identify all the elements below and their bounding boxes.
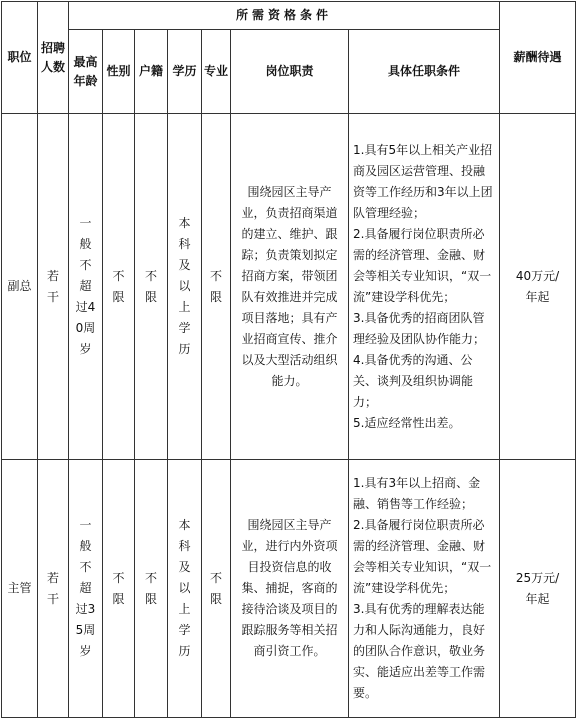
header-headcount: 招聘人数 bbox=[38, 2, 69, 114]
cell-max-age: 一般不超过35周岁 bbox=[69, 460, 103, 718]
cell-requirements bbox=[349, 114, 500, 460]
requirement-item: 3.具有优秀的理解表达能力和人际沟通能力，良好的团队合作意识，敬业务实、能适应出差等工作需要。 bbox=[353, 602, 486, 700]
header-row-group bbox=[2, 2, 576, 30]
header-row-sub bbox=[2, 30, 576, 114]
header-position: 职位 bbox=[2, 2, 38, 114]
cell-hukou: 不限 bbox=[135, 460, 168, 718]
recruitment-table bbox=[1, 1, 576, 718]
requirement-item: 1.具有3年以上招商、金融、销售等工作经验； bbox=[353, 476, 481, 511]
cell-position: 副总 bbox=[2, 114, 38, 460]
cell-duty: 围绕园区主导产业，进行内外资项目投资信息的收集、捕捉，客商的接待洽谈及项目的跟踪服务等相关招商引资工作。 bbox=[231, 460, 349, 718]
header-qualifications-group: 所需资格条件 bbox=[69, 2, 500, 30]
cell-salary: 40万元/年起 bbox=[500, 114, 576, 460]
cell-duty: 围绕园区主导产业，负责招商渠道的建立、维护、跟踪；负责策划拟定招商方案，带领团队有效推进并完成项目落地；具有产业招商宣传、推介以及大型活动组织能力。 bbox=[231, 114, 349, 460]
cell-education: 本科及以上学历 bbox=[168, 460, 202, 718]
requirement-item: 2.具备履行岗位职责所必需的经济管理、金融、财会等相关专业知识，“双一流”建设学科优先； bbox=[353, 226, 492, 304]
cell-gender: 不限 bbox=[103, 114, 135, 460]
requirement-item: 5.适应经常性出差。 bbox=[353, 415, 461, 430]
header-education: 学历 bbox=[168, 30, 202, 114]
header-major: 专业 bbox=[202, 30, 231, 114]
header-hukou: 户籍 bbox=[135, 30, 168, 114]
cell-salary: 25万元/年起 bbox=[500, 460, 576, 718]
cell-headcount: 若干 bbox=[38, 460, 69, 718]
cell-major: 不限 bbox=[202, 114, 231, 460]
header-salary: 薪酬待遇 bbox=[500, 2, 576, 114]
table-row bbox=[2, 460, 576, 718]
cell-major: 不限 bbox=[202, 460, 231, 718]
requirement-item: 2.具备履行岗位职责所必需的经济管理、金融、财会等相关专业知识，“双一流”建设学科优先； bbox=[353, 518, 492, 595]
header-duty: 岗位职责 bbox=[231, 30, 349, 114]
cell-hukou: 不限 bbox=[135, 114, 168, 460]
cell-headcount: 若干 bbox=[38, 114, 69, 460]
header-gender: 性别 bbox=[103, 30, 135, 114]
header-max-age: 最高年龄 bbox=[69, 30, 103, 114]
cell-requirements bbox=[349, 460, 500, 718]
cell-education: 本科及以上学历 bbox=[168, 114, 202, 460]
requirement-item: 3.具备优秀的招商团队管理经验及团队协作能力； bbox=[353, 310, 486, 346]
cell-gender: 不限 bbox=[103, 460, 135, 718]
requirement-item: 1.具有5年以上相关产业招商及园区运营管理、投融资等工作经历和3年以上团队管理经验； bbox=[353, 142, 493, 220]
requirement-item: 4.具备优秀的沟通、公关、谈判及组织协调能力； bbox=[353, 352, 474, 409]
cell-max-age: 一般不超过40周岁 bbox=[69, 114, 103, 460]
table-row bbox=[2, 114, 576, 460]
cell-position: 主管 bbox=[2, 460, 38, 718]
header-requirements: 具体任职条件 bbox=[349, 30, 500, 114]
